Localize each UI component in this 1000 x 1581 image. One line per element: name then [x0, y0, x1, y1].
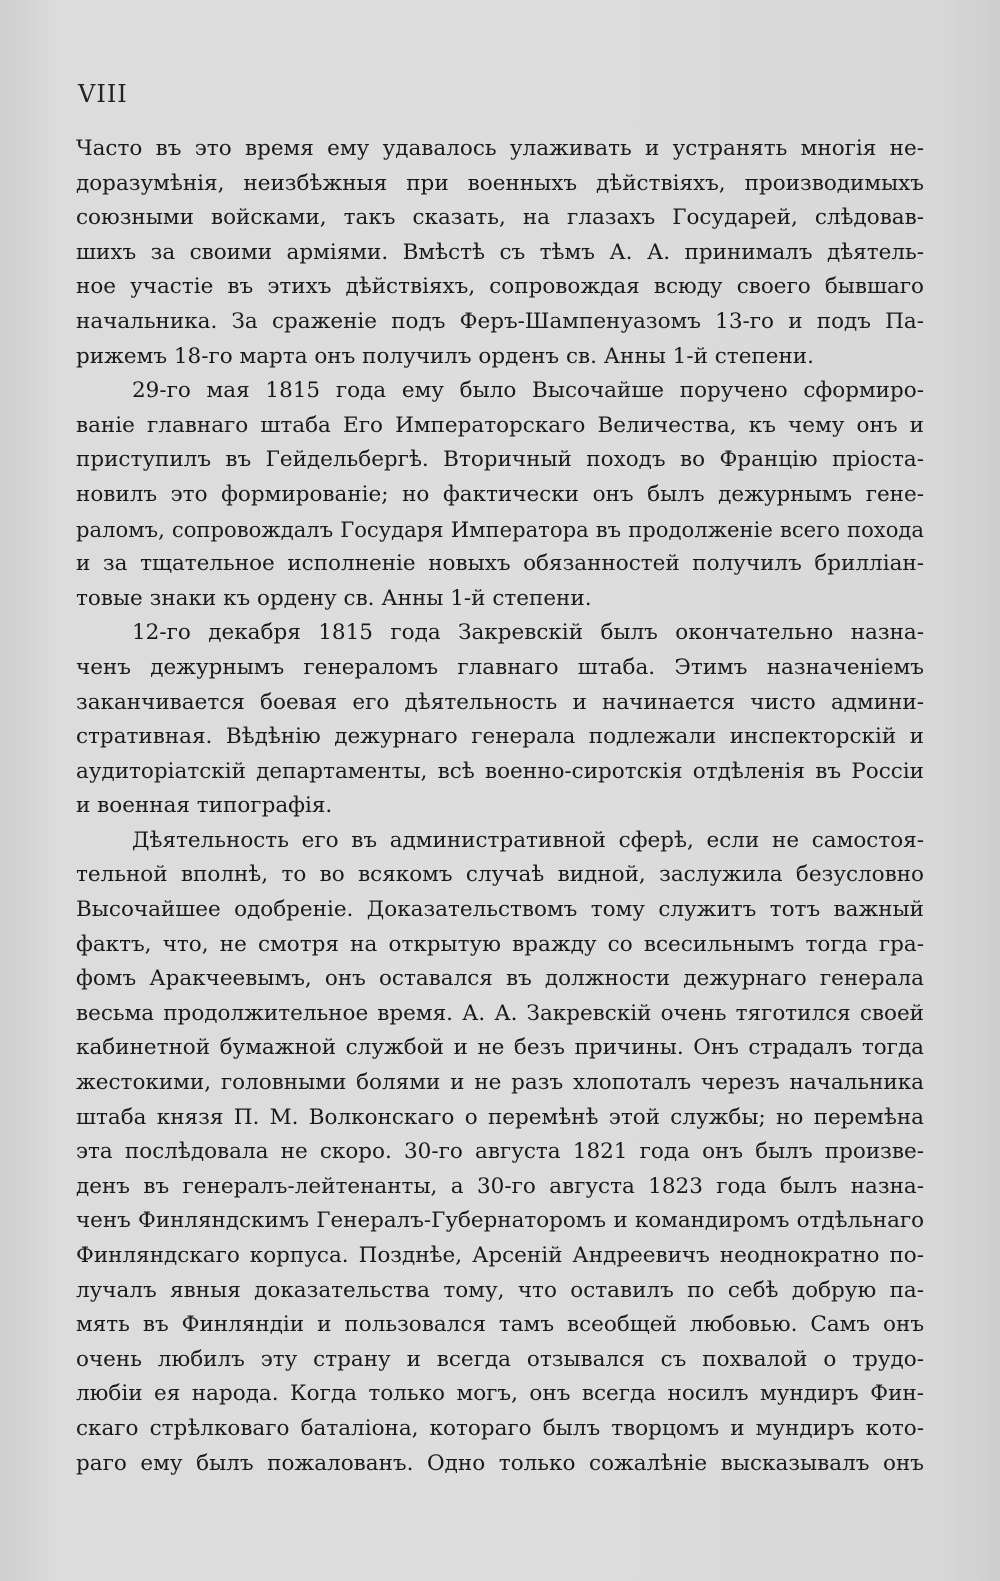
text-line: ченъ Финляндскимъ Генералъ-Губернаторомъ и командиромъ отдѣльнаго	[76, 1208, 924, 1234]
text-line: 29-го мая 1815 года ему было Высочайше поручено сформиро-	[132, 378, 924, 404]
text-line: ченъ дежурнымъ генераломъ главнаго штаба. Этимъ назначеніемъ	[76, 654, 924, 680]
text-line: мять въ Финляндіи и пользовался тамъ всеобщей любовью. Самъ онъ	[76, 1312, 924, 1338]
text-line: союзными войсками, такъ сказать, на глазахъ Государей, слѣдовав-	[76, 205, 924, 231]
text-line: скаго стрѣлковаго баталіона, котораго былъ творцомъ и мундиръ кото-	[76, 1415, 924, 1441]
text-line: Часто въ это время ему удавалось улаживать и устранять многія не-	[76, 136, 924, 161]
text-line: лучалъ явныя доказательства тому, что оставилъ по себѣ добрую па-	[76, 1277, 924, 1303]
text-line: рижемъ 18-го марта онъ получилъ орденъ св. Анны 1-й степени.	[76, 343, 814, 369]
text-line: заканчивается боевая его дѣятельность и начинается чисто админи-	[76, 689, 924, 715]
text-line: Высочайшее одобреніе. Доказательствомъ тому служитъ тотъ важный	[76, 897, 924, 923]
text-line: раломъ, сопровождалъ Государя Императора въ продолженіе всего похода	[76, 516, 924, 542]
text-line: доразумѣнія, неизбѣжныя при военныхъ дѣйствіяхъ, производимыхъ	[76, 170, 924, 196]
text-line: ваніе главнаго штаба Его Императорскаго Величества, къ чему онъ и	[76, 412, 924, 438]
text-line: фомъ Аракчеевымъ, онъ оставался въ должности дежурнаго генерала	[76, 966, 924, 992]
text-line: Дѣятельность его въ административной сферѣ, если не самостоя-	[132, 827, 924, 853]
text-line: и за тщательное исполненіе новыхъ обязанностей получилъ брилліан-	[76, 551, 924, 577]
text-line: очень любилъ эту страну и всегда отзывался съ похвалой о трудо-	[76, 1346, 924, 1372]
text-line: новилъ это формированіе; но фактически онъ былъ дежурнымъ гене-	[76, 481, 924, 507]
text-line: весьма продолжительное время. А. А. Закревскій очень тяготился своей	[76, 1000, 924, 1026]
text-line: товые знаки къ ордену св. Анны 1-й степени.	[76, 585, 592, 611]
text-line: эта послѣдовала не скоро. 30-го августа 1821 года онъ былъ произве-	[76, 1139, 924, 1165]
body-text	[76, 132, 924, 1481]
text-line: штаба князя П. М. Волконскаго о перемѣнѣ этой службы; но перемѣна	[76, 1104, 924, 1130]
text-line: аудиторіатскій департаменты, всѣ военно-сиротскія отдѣленія въ Россіи	[76, 758, 924, 784]
text-line: раго ему былъ пожалованъ. Одно только сожалѣніе высказывалъ онъ	[76, 1450, 924, 1476]
text-line: стративная. Вѣдѣнію дежурнаго генерала подлежали инспекторскій и	[76, 724, 924, 750]
page-number: VIII	[78, 80, 128, 108]
text-line: тельной вполнѣ, то во всякомъ случаѣ видной, заслужила безусловно	[76, 862, 924, 888]
text-line: любіи ея народа. Когда только могъ, онъ всегда носилъ мундиръ Фин-	[76, 1381, 924, 1407]
text-line: ное участіе въ этихъ дѣйствіяхъ, сопровождая всюду своего бывшаго	[76, 274, 924, 300]
text-line: Финляндскаго корпуса. Позднѣе, Арсеній Андреевичъ неоднократно по-	[76, 1243, 924, 1268]
text-line: 12-го декабря 1815 года Закревскій былъ окончательно назна-	[132, 620, 924, 646]
text-line: начальника. За сраженіе подъ Феръ-Шампенуазомъ 13-го и подъ Па-	[76, 308, 924, 334]
text-line: и военная типографія.	[76, 793, 333, 819]
text-line: жестокими, головными болями и не разъ хлопоталъ черезъ начальника	[76, 1070, 924, 1096]
text-line: шихъ за своими арміями. Вмѣстѣ съ тѣмъ А. А. принималъ дѣятель-	[76, 239, 924, 265]
text-line: денъ въ генералъ-лейтенанты, а 30-го августа 1823 года былъ назна-	[76, 1173, 924, 1199]
text-line: кабинетной бумажной службой и не безъ причины. Онъ страдалъ тогда	[76, 1035, 924, 1061]
text-line: приступилъ въ Гейдельбергѣ. Вторичный походъ во Францію пріоста-	[76, 447, 924, 473]
text-line: фактъ, что, не смотря на открытую вражду со всесильнымъ тогда гра-	[76, 931, 924, 957]
